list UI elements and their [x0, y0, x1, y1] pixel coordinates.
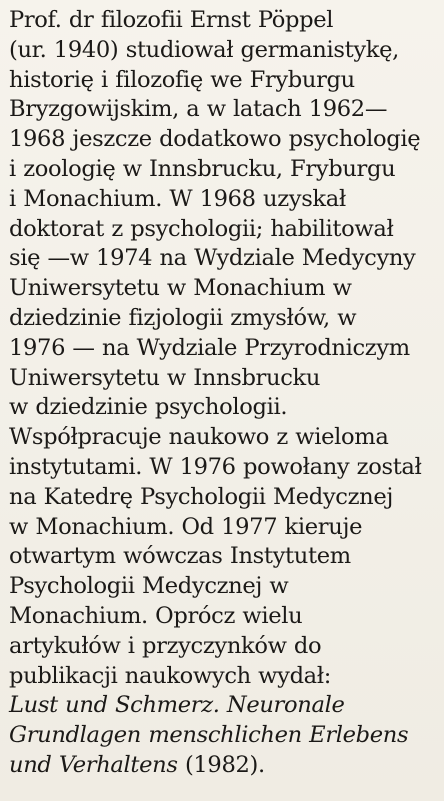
- bio-line: Bryzgowijskim, a w latach 1962—: [9, 96, 388, 123]
- bio-line: w dziedzinie psychologii.: [9, 394, 288, 421]
- bio-line: artykułów i przyczynków do: [9, 632, 322, 659]
- bio-line: Monachium. Oprócz wielu: [9, 602, 303, 629]
- book-title-end: und Verhaltens: [9, 751, 178, 778]
- bio-line: Uniwersytetu w Monachium w: [9, 275, 352, 302]
- bio-line: Uniwersytetu w Innsbrucku: [9, 364, 321, 391]
- bio-line: na Katedrę Psychologii Medycznej: [9, 483, 394, 510]
- bio-line: Współpracuje naukowo z wieloma: [9, 424, 389, 451]
- book-title-line: Lust und Schmerz. Neuronale: [9, 692, 345, 719]
- author-biography: [9, 6, 441, 781]
- bio-line: instytutami. W 1976 powołany został: [9, 453, 422, 480]
- bio-line: Prof. dr filozofii Ernst Pöppel: [9, 7, 334, 33]
- bio-line: otwartym wówczas Instytutem: [9, 543, 351, 570]
- book-title-line: Grundlagen menschlichen Erlebens: [9, 722, 409, 749]
- bio-line: się —w 1974 na Wydziale Medycyny: [9, 245, 416, 272]
- bio-line: 1976 — na Wydziale Przyrodniczym: [9, 334, 410, 361]
- bio-line: w Monachium. Od 1977 kieruje: [9, 513, 363, 540]
- book-year: (1982).: [177, 751, 265, 778]
- book-title-final-line: [9, 751, 441, 781]
- bio-line: doktorat z psychologii; habilitował: [9, 215, 394, 242]
- bio-line: publikacji naukowych wydał:: [9, 662, 332, 689]
- bio-line: dziedzinie fizjologii zmysłów, w: [9, 304, 357, 331]
- bio-line: i zoologię w Innsbrucku, Fryburgu: [9, 155, 396, 182]
- bio-line: 1968 jeszcze dodatkowo psychologię: [9, 126, 421, 153]
- bio-line: (ur. 1940) studiował germanistykę,: [9, 36, 399, 63]
- bio-line: Psychologii Medycznej w: [9, 573, 289, 600]
- bio-line: historię i filozofię we Fryburgu: [9, 66, 355, 93]
- bio-line: i Monachium. W 1968 uzyskał: [9, 185, 346, 212]
